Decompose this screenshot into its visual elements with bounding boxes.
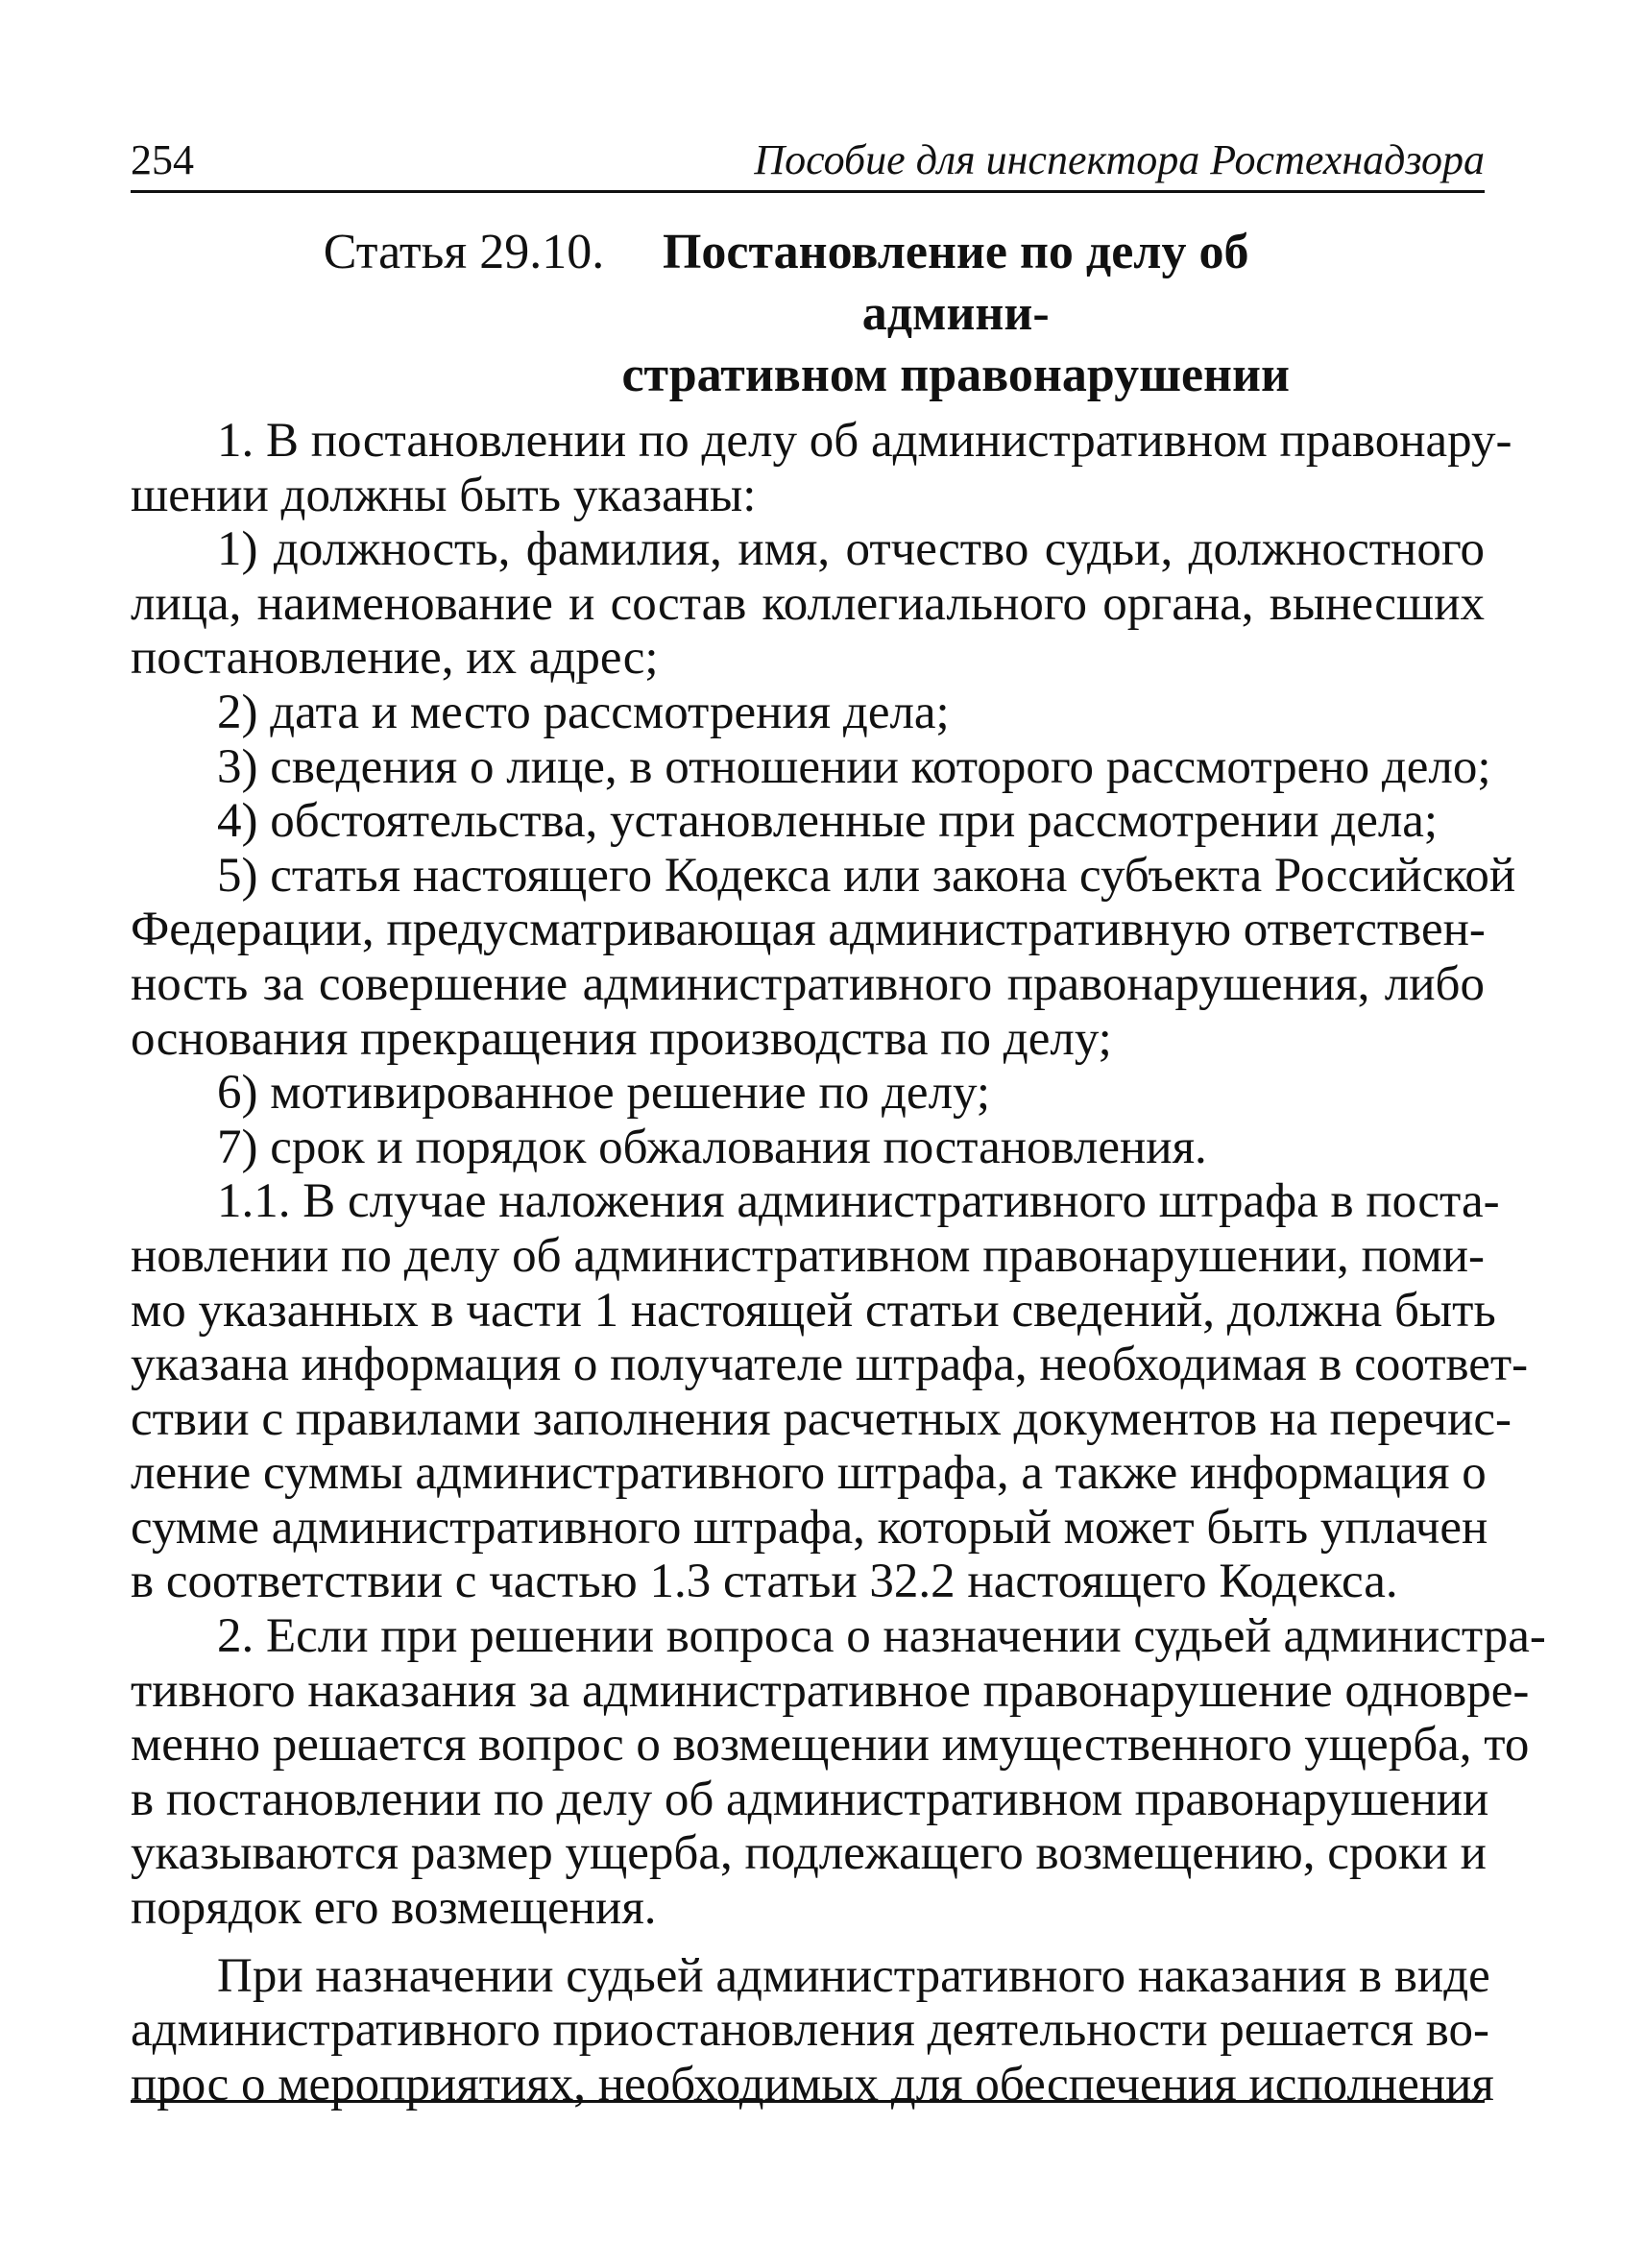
text-line: 1) должность, фамилия, имя, отчество судьи, должностного [217, 522, 1485, 577]
paragraph [131, 739, 1491, 795]
paragraph [131, 848, 1516, 1066]
text-line: сумме административного штрафа, который может быть уплачен [131, 1500, 1488, 1555]
text-line: 6) мотивированное решение по делу; [217, 1066, 991, 1121]
paragraph [131, 794, 1485, 849]
text-line: постановление, их адрес; [131, 631, 659, 686]
paragraph [131, 686, 1485, 740]
running-title: Пособие для инспектора Ростехнадзора [754, 136, 1485, 183]
article-title-line: стративном правонарушении [621, 348, 1290, 402]
document-page [131, 134, 1546, 2111]
text-line: 7) срок и порядок обжалования постановления. [217, 1120, 1207, 1174]
text-line: Федерации, предусматривающая административную ответствен- [131, 903, 1486, 957]
text-line: ствии с правилами заполнения расчетных документов на перечис- [131, 1391, 1512, 1446]
paragraph [131, 1948, 1494, 2112]
text-line: 3) сведения о лице, в отношении которого рассмотрено дело; [217, 739, 1491, 794]
text-line: мо указанных в части 1 настоящей статьи сведений, должна быть [131, 1283, 1496, 1338]
text-line: шении должны быть указаны: [131, 468, 757, 522]
text-line: лица, наименование и состав коллегиального органа, вынесших [131, 576, 1485, 631]
paragraph [131, 522, 1485, 686]
text-line: 2. Если при решении вопроса о назначении судьей администра- [217, 1609, 1546, 1664]
text-line: При назначении судьей административного наказания в виде [217, 1948, 1490, 2003]
text-line: 5) статья настоящего Кодекса или закона субъекта Российской [217, 848, 1516, 903]
text-line: 4) обстоятельства, установленные при рассмотрении дела; [217, 794, 1439, 849]
text-line: 2) дата и место рассмотрения дела; [217, 685, 950, 739]
paragraph [131, 1609, 1546, 1936]
text-line: ление суммы административного штрафа, а также информация о [131, 1446, 1487, 1501]
article-title [619, 222, 1292, 406]
text-line: основания прекращения производства по делу; [131, 1011, 1112, 1066]
text-line: прос о мероприятиях, необходимых для обеспечения исполнения [131, 2057, 1494, 2111]
article-body [131, 414, 1546, 2111]
footnote-divider [131, 2100, 1485, 2103]
text-line: тивного наказания за административное правонарушение одновре- [131, 1663, 1530, 1718]
paragraph [131, 1174, 1529, 1609]
text-line: в постановлении по делу об административном правонарушении [131, 1772, 1489, 1826]
text-line: ность за совершение административного правонарушения, либо [131, 956, 1485, 1011]
article-number: Статья 29.10. [323, 225, 605, 279]
paragraph [131, 1121, 1485, 1175]
page-number: 254 [131, 136, 194, 183]
paragraph [131, 414, 1512, 522]
article-heading [131, 222, 1485, 406]
text-line: в соответствии с частью 1.3 статьи 32.2 настоящего Кодекса. [131, 1555, 1398, 1609]
text-line: 1.1. В случае наложения административного штрафа в поста- [217, 1174, 1500, 1229]
text-line: административного приостановления деятельности решается во- [131, 2003, 1489, 2058]
text-line: новлении по делу об административном правонарушении, поми- [131, 1228, 1485, 1283]
paragraph [131, 1066, 1485, 1121]
text-line: порядок его возмещения. [131, 1881, 657, 1936]
paragraph-gap [131, 1936, 1485, 1949]
running-header [131, 134, 1485, 193]
article-title-line: Постановление по делу об админи- [662, 225, 1249, 341]
text-line: указана информация о получателе штрафа, необходимая в соответ- [131, 1338, 1529, 1392]
text-line: указываются размер ущерба, подлежащего возмещению, сроки и [131, 1826, 1487, 1881]
text-line: менно решается вопрос о возмещении имущественного ущерба, то [131, 1718, 1530, 1773]
text-line: 1. В постановлении по делу об административном правонару- [217, 414, 1512, 468]
